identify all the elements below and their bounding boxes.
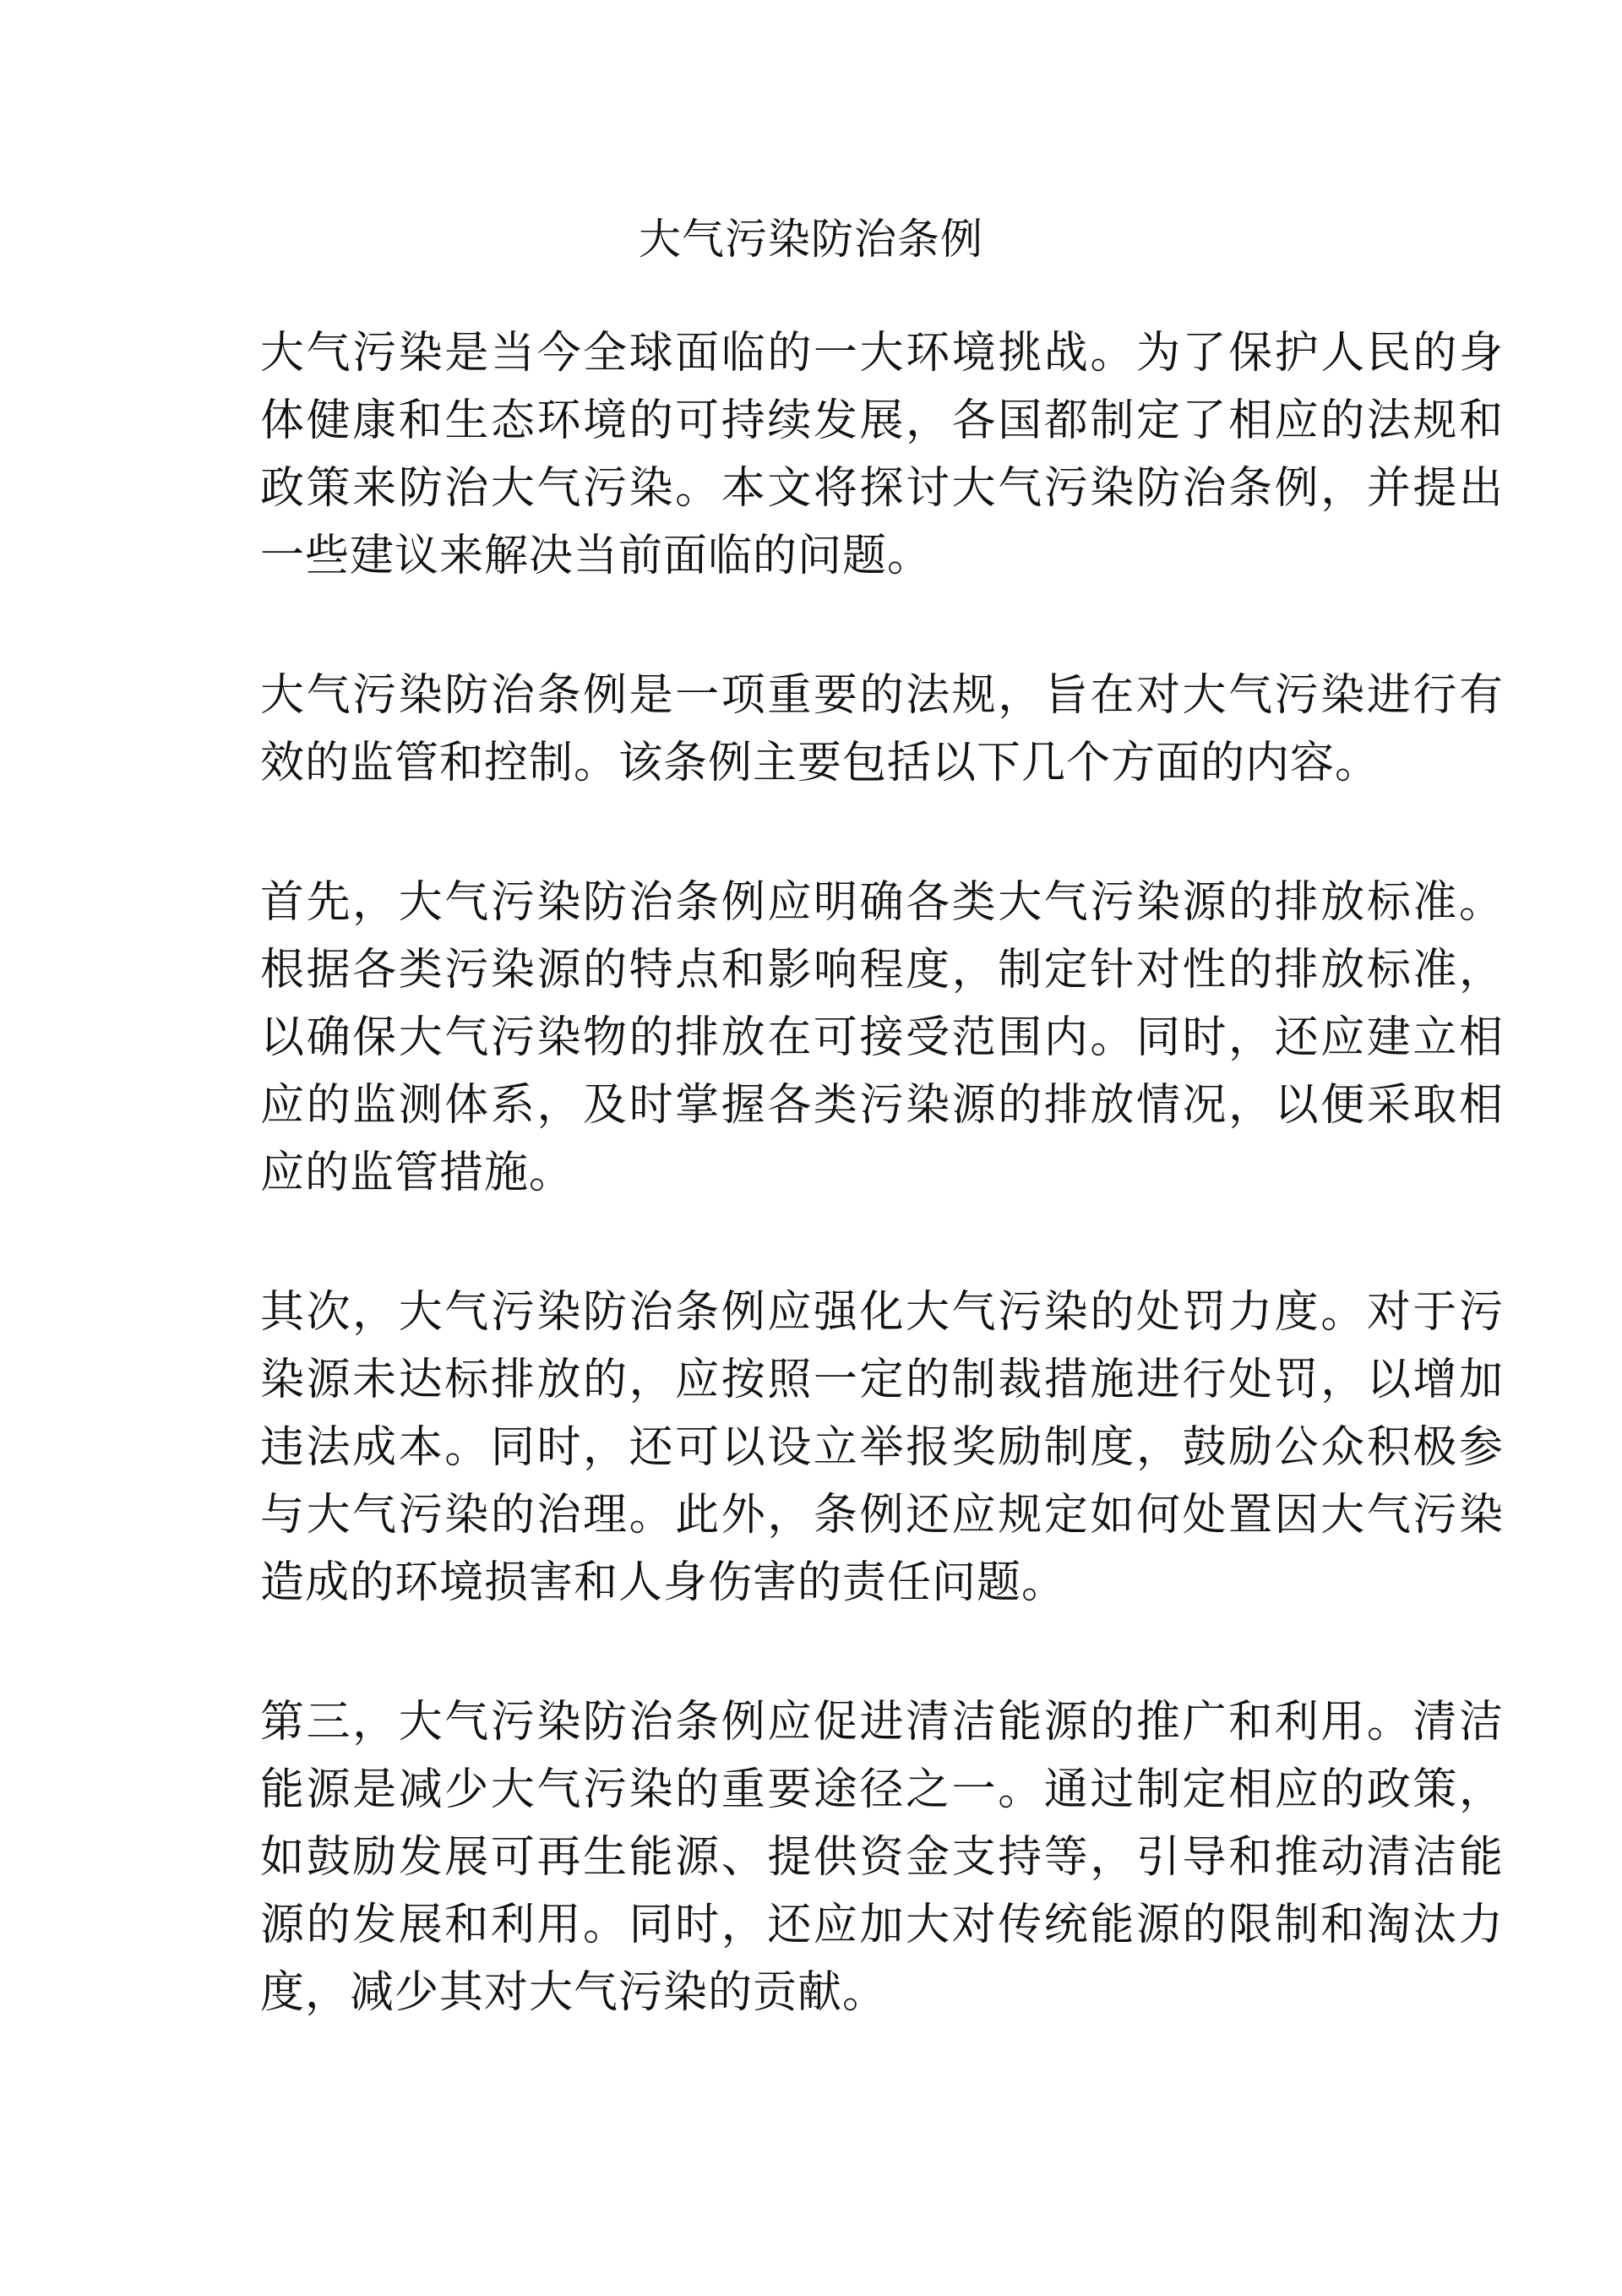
document-body bbox=[260, 319, 1504, 2026]
document-title: 大气污染防治条例 bbox=[639, 215, 983, 264]
paragraph-emission-standards: 首先，大气污染防治条例应明确各类大气污染源的排放标准。根据各类污染源的特点和影响程度，制定针对性的排放标准，以确保大气污染物的排放在可接受范围内。同时，还应建立相应的监测体系，及时掌握各类污染源的排放情况，以便采取相应的监管措施。 bbox=[260, 877, 1504, 1198]
paragraph-overview: 大气污染防治条例是一项重要的法规，旨在对大气污染进行有效的监管和控制。该条例主要包括以下几个方面的内容。 bbox=[260, 670, 1504, 788]
paragraph-penalties: 其次，大气污染防治条例应强化大气污染的处罚力度。对于污染源未达标排放的，应按照一定的制裁措施进行处罚，以增加违法成本。同时，还可以设立举报奖励制度，鼓励公众积极参与大气污染的治理。此外，条例还应规定如何处置因大气污染造成的环境损害和人身伤害的责任问题。 bbox=[260, 1287, 1504, 1608]
paragraph-intro: 大气污染是当今全球面临的一大环境挑战。为了保护人民的身体健康和生态环境的可持续发展，各国都制定了相应的法规和政策来防治大气污染。本文将探讨大气污染防治条例，并提出一些建议来解决当前面临的问题。 bbox=[260, 328, 1504, 581]
paragraph-clean-energy: 第三，大气污染防治条例应促进清洁能源的推广和利用。清洁能源是减少大气污染的重要途径之一。通过制定相应的政策，如鼓励发展可再生能源、提供资金支持等，引导和推动清洁能源的发展和利用。同时，还应加大对传统能源的限制和淘汰力度，减少其对大气污染的贡献。 bbox=[260, 1697, 1504, 2018]
